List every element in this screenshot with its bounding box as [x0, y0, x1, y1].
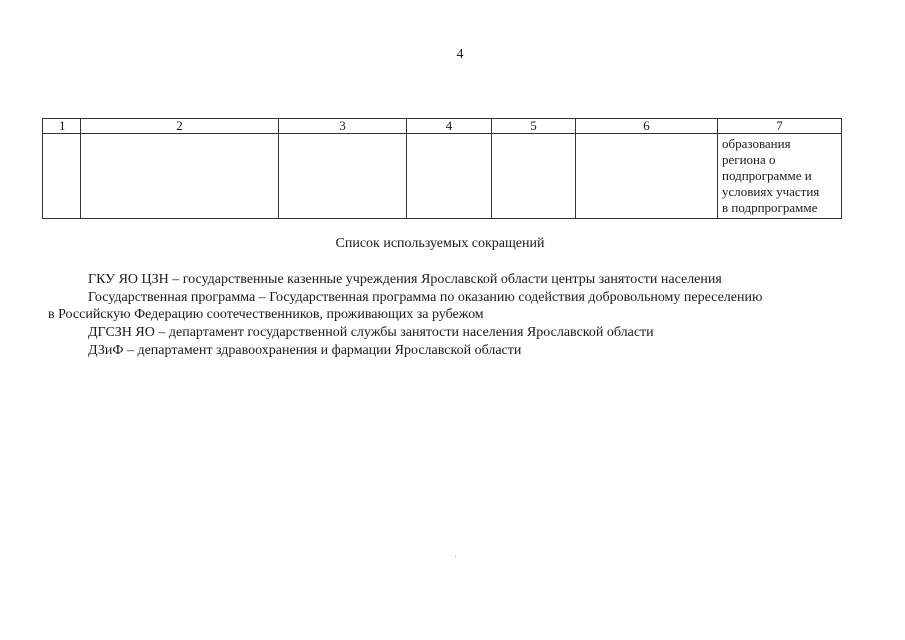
continuation-table [42, 118, 842, 219]
scan-speck [455, 556, 456, 557]
abbreviation-gku-yao-czn: ГКУ ЯО ЦЗН – государственные казенные учреждения Ярославской области центры занятости населения [88, 272, 722, 287]
table-cell-7 [718, 134, 842, 219]
column-number-6: 6 [576, 119, 718, 134]
abbreviation-dzif: ДЗиФ – департамент здравоохранения и фармации Ярославской области [88, 343, 522, 358]
table-header-row [43, 119, 842, 134]
cell-line: образования [722, 136, 791, 151]
table-cell-4 [407, 134, 492, 219]
cell-line: региона о [722, 152, 776, 167]
abbreviation-dgszn-yao: ДГСЗН ЯО – департамент государственной службы занятости населения Ярославской области [88, 325, 654, 340]
column-number-4: 4 [407, 119, 492, 134]
cell-line: в подрпрограмме [722, 200, 818, 215]
table-cell-1 [43, 134, 81, 219]
table-cell-2 [81, 134, 279, 219]
table-cell-3 [279, 134, 407, 219]
table-cell-5 [492, 134, 576, 219]
column-number-3: 3 [279, 119, 407, 134]
page-number: 4 [456, 47, 464, 62]
cell-line: условиях участия [722, 184, 820, 199]
column-number-5: 5 [492, 119, 576, 134]
abbreviation-state-program-continued: в Российскую Федерацию соотечественников, проживающих за рубежом [48, 307, 484, 322]
column-number-2: 2 [81, 119, 279, 134]
abbreviations-title: Список используемых сокращений [335, 236, 545, 251]
table-row [43, 134, 842, 219]
table-cell-6 [576, 134, 718, 219]
cell-line: подпрограмме и [722, 168, 812, 183]
column-number-1: 1 [43, 119, 81, 134]
abbreviation-state-program: Государственная программа – Государственная программа по оказанию содействия добровольному переселению [88, 290, 763, 305]
column-number-7: 7 [718, 119, 842, 134]
